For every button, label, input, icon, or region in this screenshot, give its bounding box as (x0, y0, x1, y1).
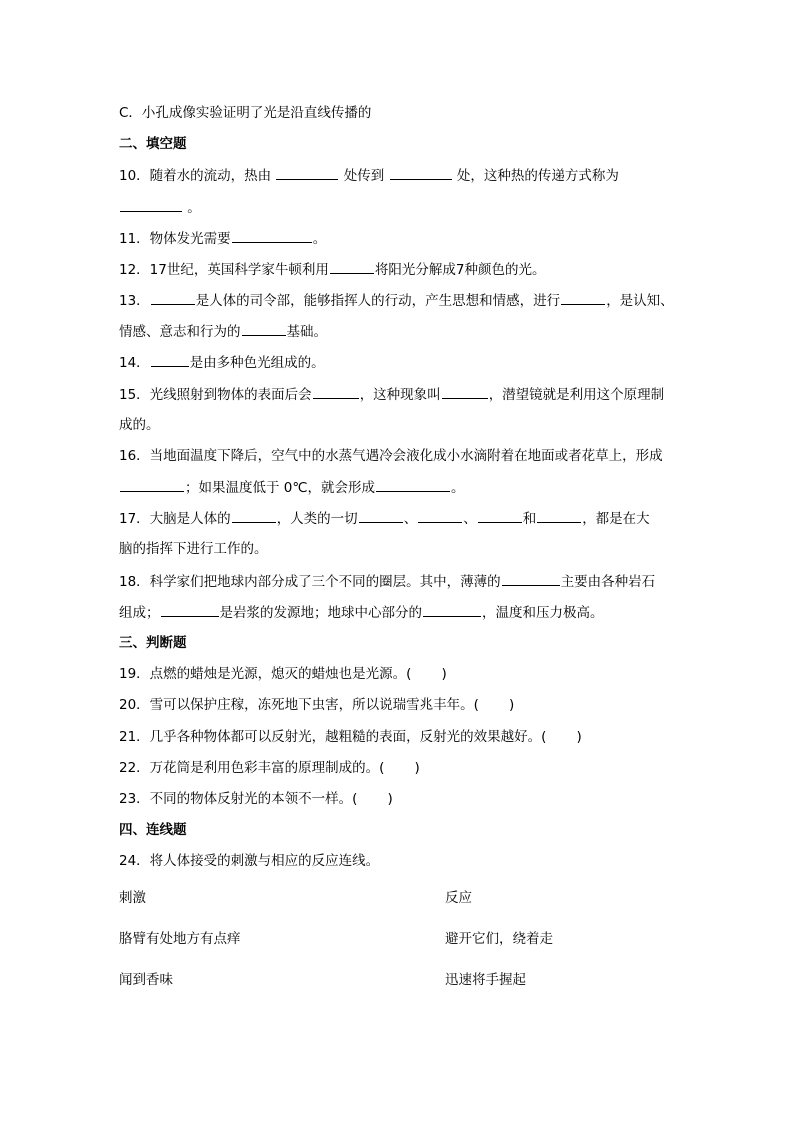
question-13: 13． 是人体的司令部，能够指挥人的行动，产生思想和情感，进行 ，是认知、 (119, 293, 674, 309)
response-header: 反应 (445, 890, 472, 906)
stimulus-item[interactable]: 闻到香味 (119, 972, 173, 988)
question-11: 11．物体发光需要 。 (119, 231, 327, 247)
question-24: 24．将人体接受的刺激与相应的反应连线。 (119, 853, 380, 869)
answer-blank[interactable] (242, 322, 286, 336)
answer-blank[interactable] (232, 509, 276, 523)
answer-blank[interactable] (161, 603, 219, 617)
question-19: 19．点燃的蜡烛是光源，熄灭的蜡烛也是光源。( ) (119, 666, 447, 682)
question-18: 18．科学家们把地球内部分成了三个不同的圈层。其中，薄薄的 主要由各种岩石 (119, 574, 656, 590)
section-matching-heading: 四、连线题 (119, 822, 187, 838)
answer-blank[interactable] (537, 509, 581, 523)
answer-blank[interactable] (151, 353, 189, 367)
question-9-option-c: C．小孔成像实验证明了光是沿直线传播的 (119, 105, 372, 121)
question-10-cont: 。 (119, 198, 684, 217)
question-12: 12．17世纪，英国科学家牛顿利用 将阳光分解成7种颜色的光。 (119, 262, 546, 278)
answer-blank[interactable] (330, 260, 374, 274)
section-fill-in-heading: 二、填空题 (119, 136, 187, 152)
answer-blank[interactable] (120, 198, 182, 212)
section-true-false-heading: 三、判断题 (119, 635, 187, 651)
question-17-cont: 脑的指挥下进行工作的。 (119, 541, 268, 557)
answer-blank[interactable] (423, 603, 481, 617)
answer-blank[interactable] (313, 385, 359, 399)
answer-blank[interactable] (120, 478, 184, 492)
answer-blank[interactable] (359, 509, 403, 523)
answer-blank[interactable] (390, 166, 452, 180)
question-10: 10．随着水的流动，热由 处传到 处，这种热的传递方式称为 (119, 168, 619, 184)
answer-blank[interactable] (276, 166, 338, 180)
question-18-cont: 组成； 是岩浆的发源地；地球中心部分的 ，温度和压力极高。 (119, 605, 604, 621)
answer-blank[interactable] (502, 572, 560, 586)
stimulus-header: 刺激 (119, 890, 146, 906)
question-23: 23．不同的物体反射光的本领不一样。( ) (119, 791, 393, 807)
answer-blank[interactable] (418, 509, 462, 523)
answer-blank[interactable] (561, 291, 605, 305)
answer-blank[interactable] (151, 291, 195, 305)
question-14: 14． 是由多种色光组成的。 (119, 355, 325, 371)
question-20: 20．雪可以保护庄稼，冻死地下虫害，所以说瑞雪兆丰年。( ) (119, 697, 515, 713)
response-item[interactable]: 迅速将手握起 (445, 972, 526, 988)
question-16-cont: ；如果温度低于 0℃，就会形成 。 (119, 478, 684, 497)
stimulus-item[interactable]: 胳臂有处地方有点痒 (119, 931, 241, 947)
question-21: 21．几乎各种物体都可以反射光，越粗糙的表面，反射光的效果越好。( ) (119, 729, 582, 745)
question-13-cont: 情感、意志和行为的 基础。 (119, 324, 327, 340)
question-16: 16．当地面温度下降后，空气中的水蒸气遇冷会液化成小水滴附着在地面或者花草上，形成 (119, 448, 663, 464)
response-item[interactable]: 避开它们，绕着走 (445, 931, 553, 947)
question-22: 22．万花筒是利用色彩丰富的原理制成的。( ) (119, 760, 420, 776)
question-15: 15．光线照射到物体的表面后会 ，这种现象叫 ，潜望镜就是利用这个原理制 (119, 387, 665, 403)
answer-blank[interactable] (232, 229, 312, 243)
question-15-cont: 成的。 (119, 417, 160, 433)
answer-blank[interactable] (442, 385, 488, 399)
answer-blank[interactable] (376, 478, 450, 492)
question-17: 17．大脑是人体的 ，人类的一切 、 、 和 ，都是在大 (119, 511, 650, 527)
answer-blank[interactable] (478, 509, 522, 523)
